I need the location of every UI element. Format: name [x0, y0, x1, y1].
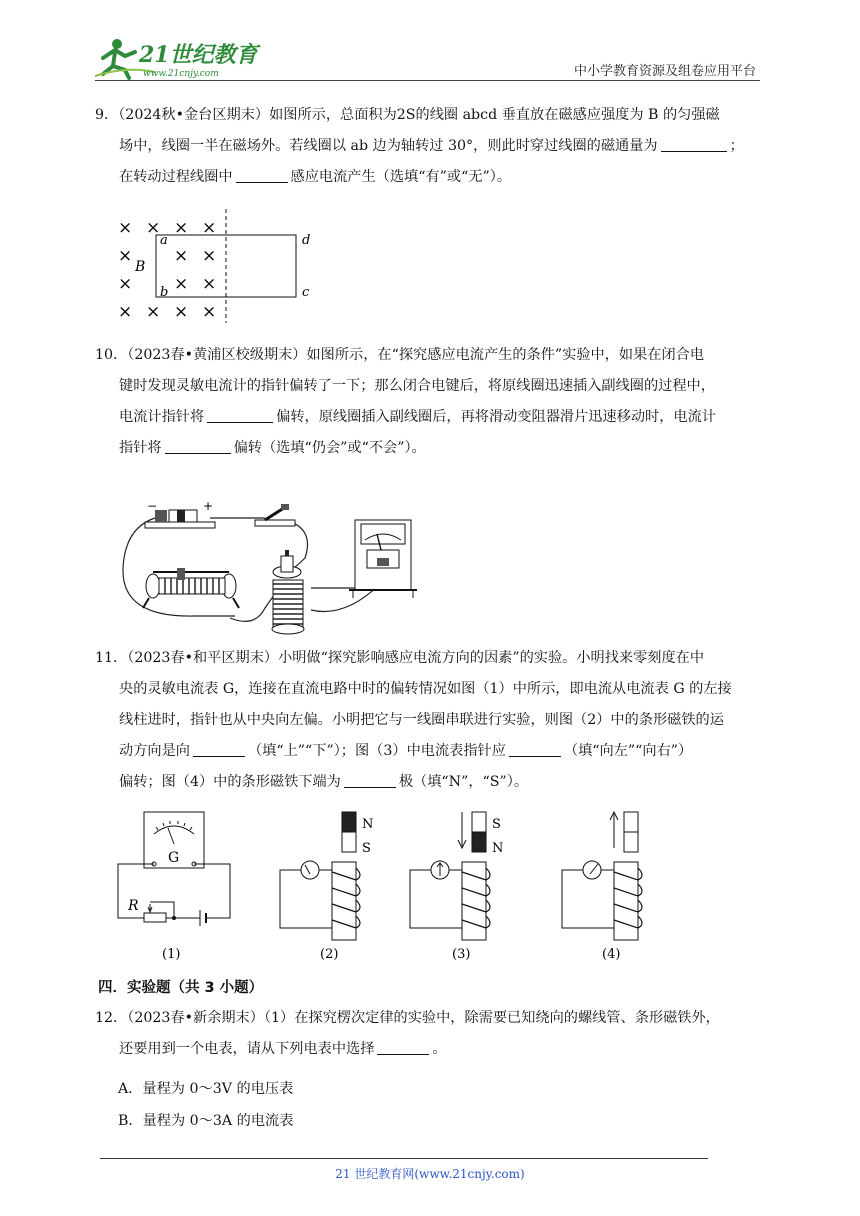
question-10 — [95, 340, 765, 464]
q10-line3-text: 电流计指针将 — [119, 409, 205, 425]
question-11 — [95, 643, 765, 798]
q12-option-a: A．量程为 0～3V 的电压表 — [118, 1081, 294, 1097]
field-cross: × — [118, 246, 133, 266]
q11-line4-end: （填“向左”“向右”） — [563, 743, 693, 759]
q9-line2-end: ； — [729, 138, 744, 154]
q12-option-b: B．量程为 0～3A 的电流表 — [118, 1113, 294, 1129]
battery-plus: + — [203, 499, 214, 513]
q11-blank-1[interactable] — [193, 740, 245, 757]
q9-line3-text: 在转动过程线圈中 — [119, 169, 233, 185]
field-cross: × — [174, 274, 189, 294]
q9-figure — [110, 205, 330, 329]
q9-line1: 9．（2024秋•金台区期末）如图所示，总面积为2S的线圈 abcd 垂直放在磁感应强度为 B 的匀强磁 — [95, 107, 720, 123]
label-b: b — [160, 285, 169, 300]
battery-board — [145, 499, 215, 528]
header-divider — [95, 80, 760, 81]
q12-line2-end: 。 — [432, 1041, 447, 1057]
q12-line1: 12．（2023春•新余期末）（1）在探究楞次定律的实验中，除需要已知绕向的螺线管、条形磁铁外， — [95, 1010, 720, 1026]
primary-secondary-coils — [272, 550, 304, 634]
q11-line4 — [95, 736, 765, 767]
fig3-magnet-N: N — [492, 841, 504, 856]
field-cross: × — [174, 218, 189, 238]
question-12 — [95, 1003, 765, 1065]
q10-line4-end: 偏转（选填“仍会”或“不会”）。 — [233, 440, 426, 456]
q9-line2-text: 场中，线圈一半在磁场外。若线圈以 ab 边为轴转过 30°，则此时穿过线圈的磁通量为 — [119, 138, 658, 154]
q9-line2 — [95, 131, 765, 162]
fig2-magnet-S: S — [362, 841, 371, 856]
q11-line5-text: 偏转；图（4）中的条形磁铁下端为 — [119, 774, 341, 790]
field-cross: × — [118, 302, 133, 322]
q10-figure — [115, 498, 425, 644]
q10-line3 — [95, 402, 765, 433]
question-9 — [95, 100, 765, 193]
logo-text: 21世纪教育 — [139, 42, 258, 68]
section-4-title: 四．实验题（共 3 小题） — [98, 980, 264, 996]
q11-blank-2[interactable] — [509, 740, 561, 757]
label-c: c — [302, 285, 310, 300]
field-cross: × — [202, 302, 217, 322]
label-d: d — [302, 233, 311, 248]
field-cross: × — [118, 274, 133, 294]
q12-line2 — [95, 1034, 765, 1065]
platform-name: 中小学教育资源及组卷应用平台 — [573, 64, 756, 79]
field-cross: × — [174, 302, 189, 322]
fig-label-1: (1) — [162, 947, 181, 962]
footer-link[interactable]: 21 世纪教育网(www.21cnjy.com) — [335, 1167, 525, 1181]
field-cross: × — [202, 274, 217, 294]
q10-line3-end: 偏转，原线圈插入副线圈后，再将滑动变阻器滑片迅速移动时，电流计 — [276, 409, 716, 425]
fig3-circuit — [410, 812, 503, 940]
resistor-R: R — [128, 898, 139, 914]
fig2-circuit — [280, 812, 373, 940]
q11-line3: 线柱进时，指针也从中央向左偏。小明把它与一线圈串联进行实验，则图（2）中的条形磁铁的运 — [119, 712, 724, 728]
fig-label-3: (3) — [452, 947, 471, 962]
fig-label-2: (2) — [320, 947, 339, 962]
q11-line2: 央的灵敏电流表 G，连接在直流电路中时的偏转情况如图（1）中所示，即电流从电流表 G 的左接 — [119, 681, 732, 697]
q10-blank-1[interactable] — [207, 406, 273, 423]
fig-label-4: (4) — [602, 947, 621, 962]
footer-divider — [100, 1158, 708, 1159]
battery-minus: − — [147, 499, 158, 513]
q11-line4-text: 动方向是向 — [119, 743, 190, 759]
q9-line3-end: 感应电流产生（选填“有”或“无”）。 — [290, 169, 512, 185]
fig3-magnet-S: S — [492, 817, 501, 832]
fig1-circuit — [118, 812, 230, 926]
q11-line1: 11．（2023春•和平区期末）小明做“探究影响感应电流方向的因素”的实验。小明找来零刻度在中 — [95, 650, 705, 666]
field-cross: × — [202, 246, 217, 266]
fig4-circuit — [562, 812, 642, 940]
q9-blank-1[interactable] — [661, 135, 727, 152]
label-a: a — [160, 233, 168, 248]
q10-line4 — [95, 433, 765, 464]
rheostat — [143, 568, 239, 608]
q9-blank-2[interactable] — [236, 166, 288, 183]
q11-blank-3[interactable] — [344, 771, 396, 788]
q10-blank-2[interactable] — [165, 437, 231, 454]
q11-line5-end: 极（填“N”，“S”）。 — [398, 774, 529, 790]
field-cross: × — [118, 218, 133, 238]
q9-line3 — [95, 162, 765, 193]
field-cross: × — [146, 302, 161, 322]
field-cross: × — [146, 218, 161, 238]
galvanometer — [349, 520, 417, 598]
q11-figures — [110, 806, 670, 970]
q12-line2-text: 还要用到一个电表，请从下列电表中选择 — [119, 1041, 375, 1057]
label-B: B — [135, 259, 146, 275]
galvanometer-G: G — [168, 850, 180, 866]
fig2-magnet-N: N — [362, 817, 374, 832]
field-cross: × — [174, 246, 189, 266]
q10-line1: 10．（2023春•黄浦区校级期末）如图所示，在“探究感应电流产生的条件”实验中，如果在闭合电 — [95, 347, 705, 363]
q11-line4-mid: （填“上”“下”）；图（3）中电流表指针应 — [247, 743, 506, 759]
switch — [255, 504, 295, 526]
q12-blank-1[interactable] — [377, 1038, 429, 1055]
field-cross: × — [202, 218, 217, 238]
q10-line2: 键时发现灵敏电流计的指针偏转了一下；那么闭合电键后，将原线圈迅速插入副线圈的过程中， — [119, 378, 715, 394]
q11-line5 — [95, 767, 765, 798]
logo-url: www.21cnjy.com — [143, 69, 219, 79]
site-logo — [95, 36, 265, 82]
q10-line4-text: 指针将 — [119, 440, 162, 456]
